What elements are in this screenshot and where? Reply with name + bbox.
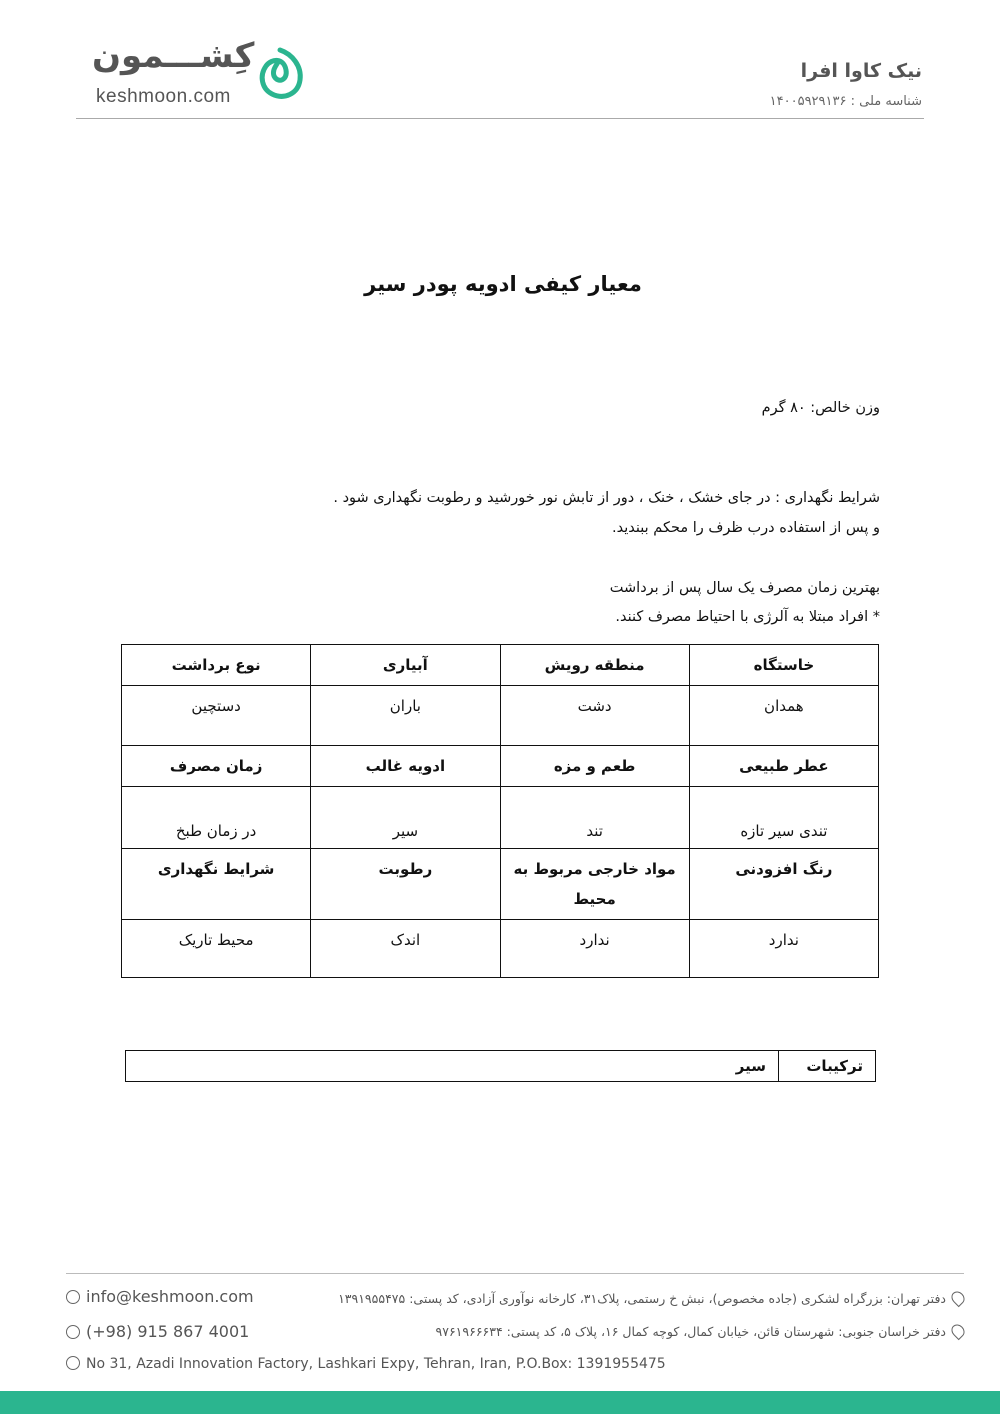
phone-icon — [66, 1325, 80, 1339]
table-cell: باران — [311, 686, 500, 746]
table-cell: ندارد — [500, 920, 689, 978]
table-cell: دشت — [500, 686, 689, 746]
footer-email-text[interactable]: info@keshmoon.com — [86, 1287, 254, 1306]
company-name: نیک کاوا افرا — [800, 60, 922, 82]
table-row — [122, 746, 879, 787]
location-pin-icon — [949, 1322, 967, 1340]
table-cell: دستچین — [122, 686, 311, 746]
table-row — [126, 1051, 876, 1082]
table-cell: سیر — [311, 787, 500, 849]
table-cell: اندک — [311, 920, 500, 978]
table-cell: همدان — [689, 686, 878, 746]
table-header-cell: زمان مصرف — [122, 746, 311, 787]
table-cell: محیط تاریک — [122, 920, 311, 978]
best-use-time: بهترین زمان مصرف یک سال پس از برداشت — [609, 580, 880, 596]
table-row — [122, 849, 879, 920]
table-row — [122, 686, 879, 746]
table-cell: تندی سیر تازه — [689, 787, 878, 849]
footer-address-en-text: No 31, Azadi Innovation Factory, Lashkari Expy, Tehran, Iran, P.O.Box: 1391955475 — [86, 1356, 666, 1372]
table-header-cell: رطوبت — [311, 849, 500, 920]
table-header-cell: عطر طبیعی — [689, 746, 878, 787]
table-header-cell: آبیاری — [311, 645, 500, 686]
table-cell: تند — [500, 787, 689, 849]
footer-office-tehran-text: دفتر تهران: بزرگراه لشکری (جاده مخصوص)، نبش خ رستمی، پلاک۳۱، کارخانه نوآوری آزادی، کد پستی: ۱۳۹۱۹۵۵۴۷۵ — [338, 1291, 946, 1306]
table-header-cell: رنگ افزودنی — [689, 849, 878, 920]
footer-office-tehran — [338, 1291, 964, 1306]
table-header-cell: خاستگاه — [689, 645, 878, 686]
table-row — [122, 787, 879, 849]
footer-office-khorasan-text: دفتر خراسان جنوبی: شهرستان قائن، خیابان کمال، کوچه کمال ۱۶، پلاک ۵، کد پستی: ۹۷۶۱۹۶۶۶۳۴ — [435, 1324, 946, 1339]
footer-accent-bar — [0, 1391, 1000, 1414]
footer-address-en — [66, 1356, 666, 1372]
logo-wordmark-en[interactable]: keshmoon.com — [96, 86, 231, 107]
table-cell: ندارد — [689, 920, 878, 978]
footer-office-khorasan — [436, 1324, 964, 1339]
footer-divider — [66, 1273, 964, 1274]
allergy-note: * افراد مبتلا به آلرژی با احتیاط مصرف کنند. — [615, 609, 880, 625]
header-divider — [76, 118, 924, 119]
net-weight: وزن خالص: ۸۰ گرم — [761, 400, 880, 416]
footer-phone[interactable] — [66, 1322, 249, 1341]
table-row — [122, 645, 879, 686]
footer-phone-text[interactable]: (+98) 915 867 4001 — [86, 1322, 250, 1341]
storage-conditions-line-1: شرایط نگهداری : در جای خشک ، خنک ، دور از تابش نور خورشید و رطوبت نگهداری شود . — [333, 490, 880, 506]
spec-table — [121, 644, 879, 978]
table-row — [122, 920, 879, 978]
table-header-cell: شرایط نگهداری — [122, 849, 311, 920]
table-header-cell: طعم و مزه — [500, 746, 689, 787]
table-header-cell: مواد خارجی مربوط به محیط — [500, 849, 689, 920]
table-cell: در زمان طبخ — [122, 787, 311, 849]
logo-wordmark-fa: کِشـــمون — [92, 36, 255, 76]
table-header-cell: نوع برداشت — [122, 645, 311, 686]
location-pin-icon — [949, 1289, 967, 1307]
document-title: معیار کیفی ادویه پودر سیر — [364, 272, 642, 296]
national-id: شناسه ملی : ۱۴۰۰۵۹۲۹۱۳۶ — [769, 94, 922, 109]
email-icon — [66, 1290, 80, 1304]
ingredients-value: سیر — [126, 1051, 779, 1082]
ingredients-table — [125, 1050, 876, 1082]
ingredients-label: ترکیبات — [779, 1051, 876, 1082]
keshmoon-logo-icon — [254, 44, 306, 102]
storage-conditions-line-2: و پس از استفاده درب ظرف را محکم ببندید. — [612, 520, 880, 536]
table-header-cell: منطقه رویش — [500, 645, 689, 686]
footer-email[interactable] — [66, 1287, 254, 1306]
table-header-cell: ادویه غالب — [311, 746, 500, 787]
location-pin-icon — [66, 1356, 80, 1370]
